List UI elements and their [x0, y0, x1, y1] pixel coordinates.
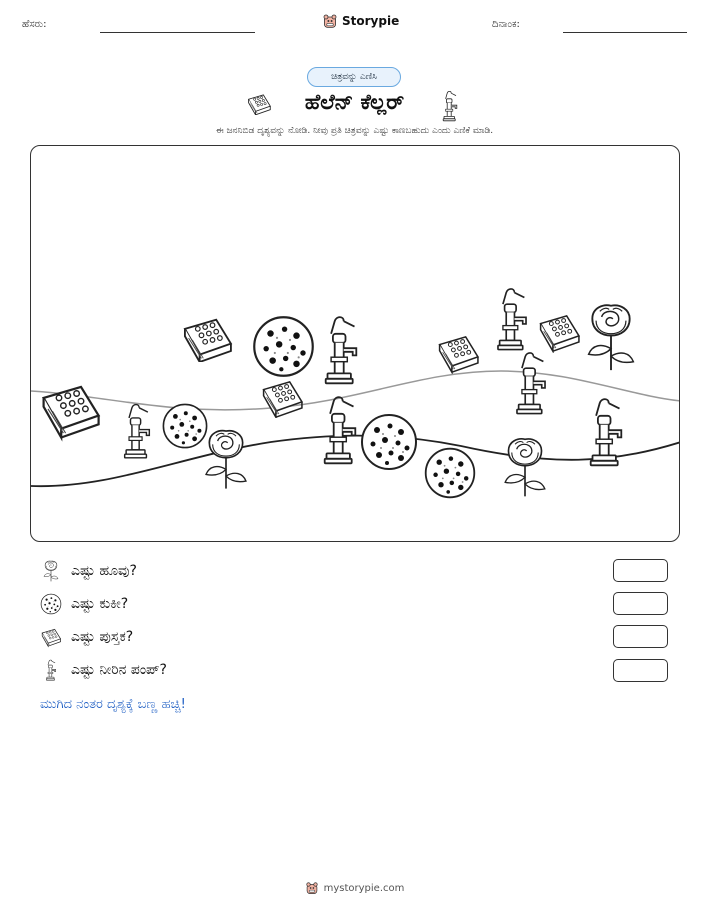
question-flowers [40, 559, 137, 583]
activity-badge: ಚಿತ್ರವನ್ನು ಎಣಿಸಿ [307, 67, 401, 87]
book-2 [264, 382, 302, 417]
cookie-icon [40, 593, 62, 615]
book-3 [44, 387, 99, 438]
footer-url[interactable]: mystorypie.com [323, 882, 405, 894]
footer [0, 881, 709, 895]
pump-5 [517, 353, 545, 414]
question-pumps [40, 658, 167, 682]
hill-line-front [31, 436, 680, 487]
rose-icon [40, 560, 62, 582]
cookie-1 [254, 317, 313, 376]
rose-3 [505, 439, 545, 496]
cookie-2 [163, 404, 206, 447]
rose-1 [206, 431, 246, 489]
mascot-icon [322, 13, 338, 29]
book-1 [185, 320, 231, 362]
counting-scene [30, 145, 680, 542]
date-line[interactable] [563, 32, 687, 33]
question-text: ಎಷ್ಟು ನೀರಿನ ಪಂಪ್? [71, 662, 167, 678]
brand-logo [322, 13, 399, 29]
question-text: ಎಷ್ಟು ಪುಸ್ತಕ? [71, 629, 134, 645]
brand-name: Storypie [342, 14, 400, 28]
instructions: ಈ ಜನನಿಬಿಡ ದೃಶ್ಯವನ್ನು ನೋಡಿ. ನೀವು ಪ್ರತಿ ಚಿತ್ರವನ್ನು ಎಷ್ಟು ಕಾಣಬಹುದು ಎಂದು ಎಣಿಕೆ ಮಾಡಿ. [215, 126, 494, 136]
mascot-icon [305, 881, 319, 895]
page-title: ಹೆಲೆನ್ ಕೆಲ್ಲರ್ [304, 90, 405, 114]
question-books [40, 625, 133, 649]
answer-box-flowers[interactable] [613, 559, 668, 582]
water-pump-icon [40, 659, 62, 681]
rose-2 [589, 305, 634, 370]
pump-4 [498, 289, 526, 350]
answer-box-pumps[interactable] [613, 659, 668, 682]
pump-6 [591, 399, 622, 465]
date-label: ದಿನಾಂಕ: [492, 19, 520, 30]
answer-box-books[interactable] [613, 625, 668, 648]
cookie-3 [362, 415, 416, 469]
pump-2 [326, 317, 357, 383]
book-icon [40, 626, 62, 648]
pump-3 [325, 397, 356, 463]
name-line[interactable] [100, 32, 255, 33]
coloring-note: ಮುಗಿದ ನಂತರ ದೃಶ್ಯಕ್ಕೆ ಬಣ್ಣ ಹಚ್ಚಿ! [40, 697, 186, 712]
cookie-4 [426, 449, 475, 498]
question-cookies [40, 592, 128, 616]
name-label: ಹೆಸರು: [22, 19, 47, 30]
question-text: ಎಷ್ಟು ಕುಕೀ? [71, 596, 129, 612]
answer-box-cookies[interactable] [613, 592, 668, 615]
hill-line-back [31, 371, 680, 410]
book-4 [440, 337, 478, 372]
scene-illustration [31, 146, 680, 542]
question-text: ಎಷ್ಟು ಹೂವು? [71, 563, 137, 579]
pump-1 [125, 405, 150, 458]
book-5 [541, 316, 579, 351]
water-pump-icon [440, 90, 460, 122]
